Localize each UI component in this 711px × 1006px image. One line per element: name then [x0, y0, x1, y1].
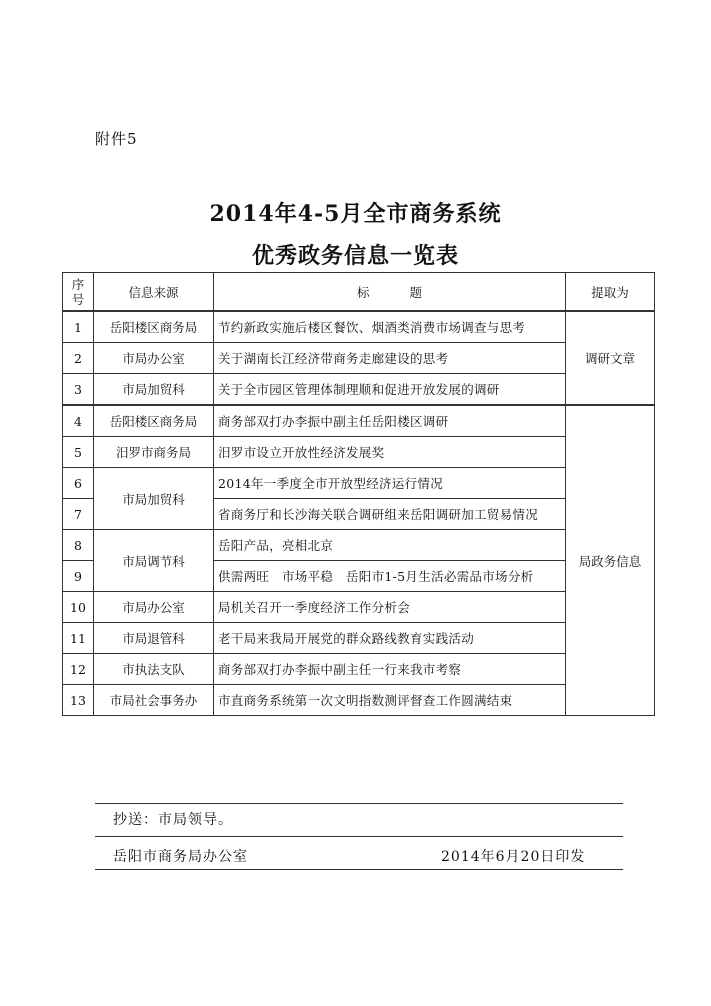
- table-row: [63, 311, 655, 343]
- row-source: 岳阳楼区商务局: [94, 405, 214, 437]
- row-title: 节约新政实施后楼区餐饮、烟酒类消费市场调查与思考: [214, 311, 566, 343]
- footer-divider-bottom: [95, 869, 623, 870]
- document-title-line-1: 2014年4-5月全市商务系统: [209, 201, 502, 227]
- row-title: 供需两旺 市场平稳 岳阳市1-5月生活必需品市场分析: [214, 561, 566, 592]
- header-adopted-as: 提取为: [566, 273, 655, 312]
- row-seq: 4: [63, 405, 94, 437]
- row-source: 市局加贸科: [94, 468, 214, 530]
- row-title: 2014年一季度全市开放型经济运行情况: [214, 468, 566, 499]
- row-seq: 9: [63, 561, 94, 592]
- row-seq: 1: [63, 311, 94, 343]
- row-seq: 5: [63, 437, 94, 468]
- row-seq: 11: [63, 623, 94, 654]
- header-seq: 序 号: [63, 273, 94, 312]
- row-seq: 12: [63, 654, 94, 685]
- row-seq: 13: [63, 685, 94, 716]
- row-title: 省商务厅和长沙海关联合调研组来岳阳调研加工贸易情况: [214, 499, 566, 530]
- row-source: 市局社会事务办: [94, 685, 214, 716]
- row-source: 汨罗市商务局: [94, 437, 214, 468]
- row-seq: 6: [63, 468, 94, 499]
- document-title-line-2: 优秀政务信息一览表: [251, 243, 459, 269]
- row-source: 岳阳楼区商务局: [94, 311, 214, 343]
- row-title: 老干局来我局开展党的群众路线教育实践活动: [214, 623, 566, 654]
- row-source: 市局退管科: [94, 623, 214, 654]
- row-seq: 3: [63, 374, 94, 406]
- row-title: 商务部双打办李振中副主任一行来我市考察: [214, 654, 566, 685]
- footer-divider-middle: [95, 836, 623, 837]
- issuing-office: 岳阳市商务局办公室: [113, 849, 248, 865]
- row-title: 市直商务系统第一次文明指数测评督查工作圆满结束: [214, 685, 566, 716]
- row-title: 商务部双打办李振中副主任岳阳楼区调研: [214, 405, 566, 437]
- table-header-row: [63, 273, 655, 312]
- header-source: 信息来源: [94, 273, 214, 312]
- info-table: [62, 272, 655, 716]
- row-title: 关于全市园区管理体制理顺和促进开放发展的调研: [214, 374, 566, 406]
- row-title: 局机关召开一季度经济工作分析会: [214, 592, 566, 623]
- row-source: 市局加贸科: [94, 374, 214, 406]
- row-source: 市局调节科: [94, 530, 214, 592]
- issue-date: 2014年6月20日印发: [441, 849, 586, 865]
- row-title: 关于湖南长江经济带商务走廊建设的思考: [214, 343, 566, 374]
- row-source: 市执法支队: [94, 654, 214, 685]
- row-title: 岳阳产品，亮相北京: [214, 530, 566, 561]
- group-research-articles: 调研文章: [566, 311, 655, 405]
- row-source: 市局办公室: [94, 592, 214, 623]
- header-title: 标题: [214, 273, 566, 312]
- row-seq: 10: [63, 592, 94, 623]
- row-seq: 2: [63, 343, 94, 374]
- group-bureau-info: 局政务信息: [566, 405, 655, 716]
- table-row: [63, 405, 655, 437]
- row-title: 汨罗市设立开放性经济发展奖: [214, 437, 566, 468]
- footer-divider-top: [95, 803, 623, 804]
- cc-recipients: 抄送：市局领导。: [113, 812, 233, 828]
- row-seq: 7: [63, 499, 94, 530]
- row-source: 市局办公室: [94, 343, 214, 374]
- attachment-label: 附件5: [95, 130, 138, 148]
- row-seq: 8: [63, 530, 94, 561]
